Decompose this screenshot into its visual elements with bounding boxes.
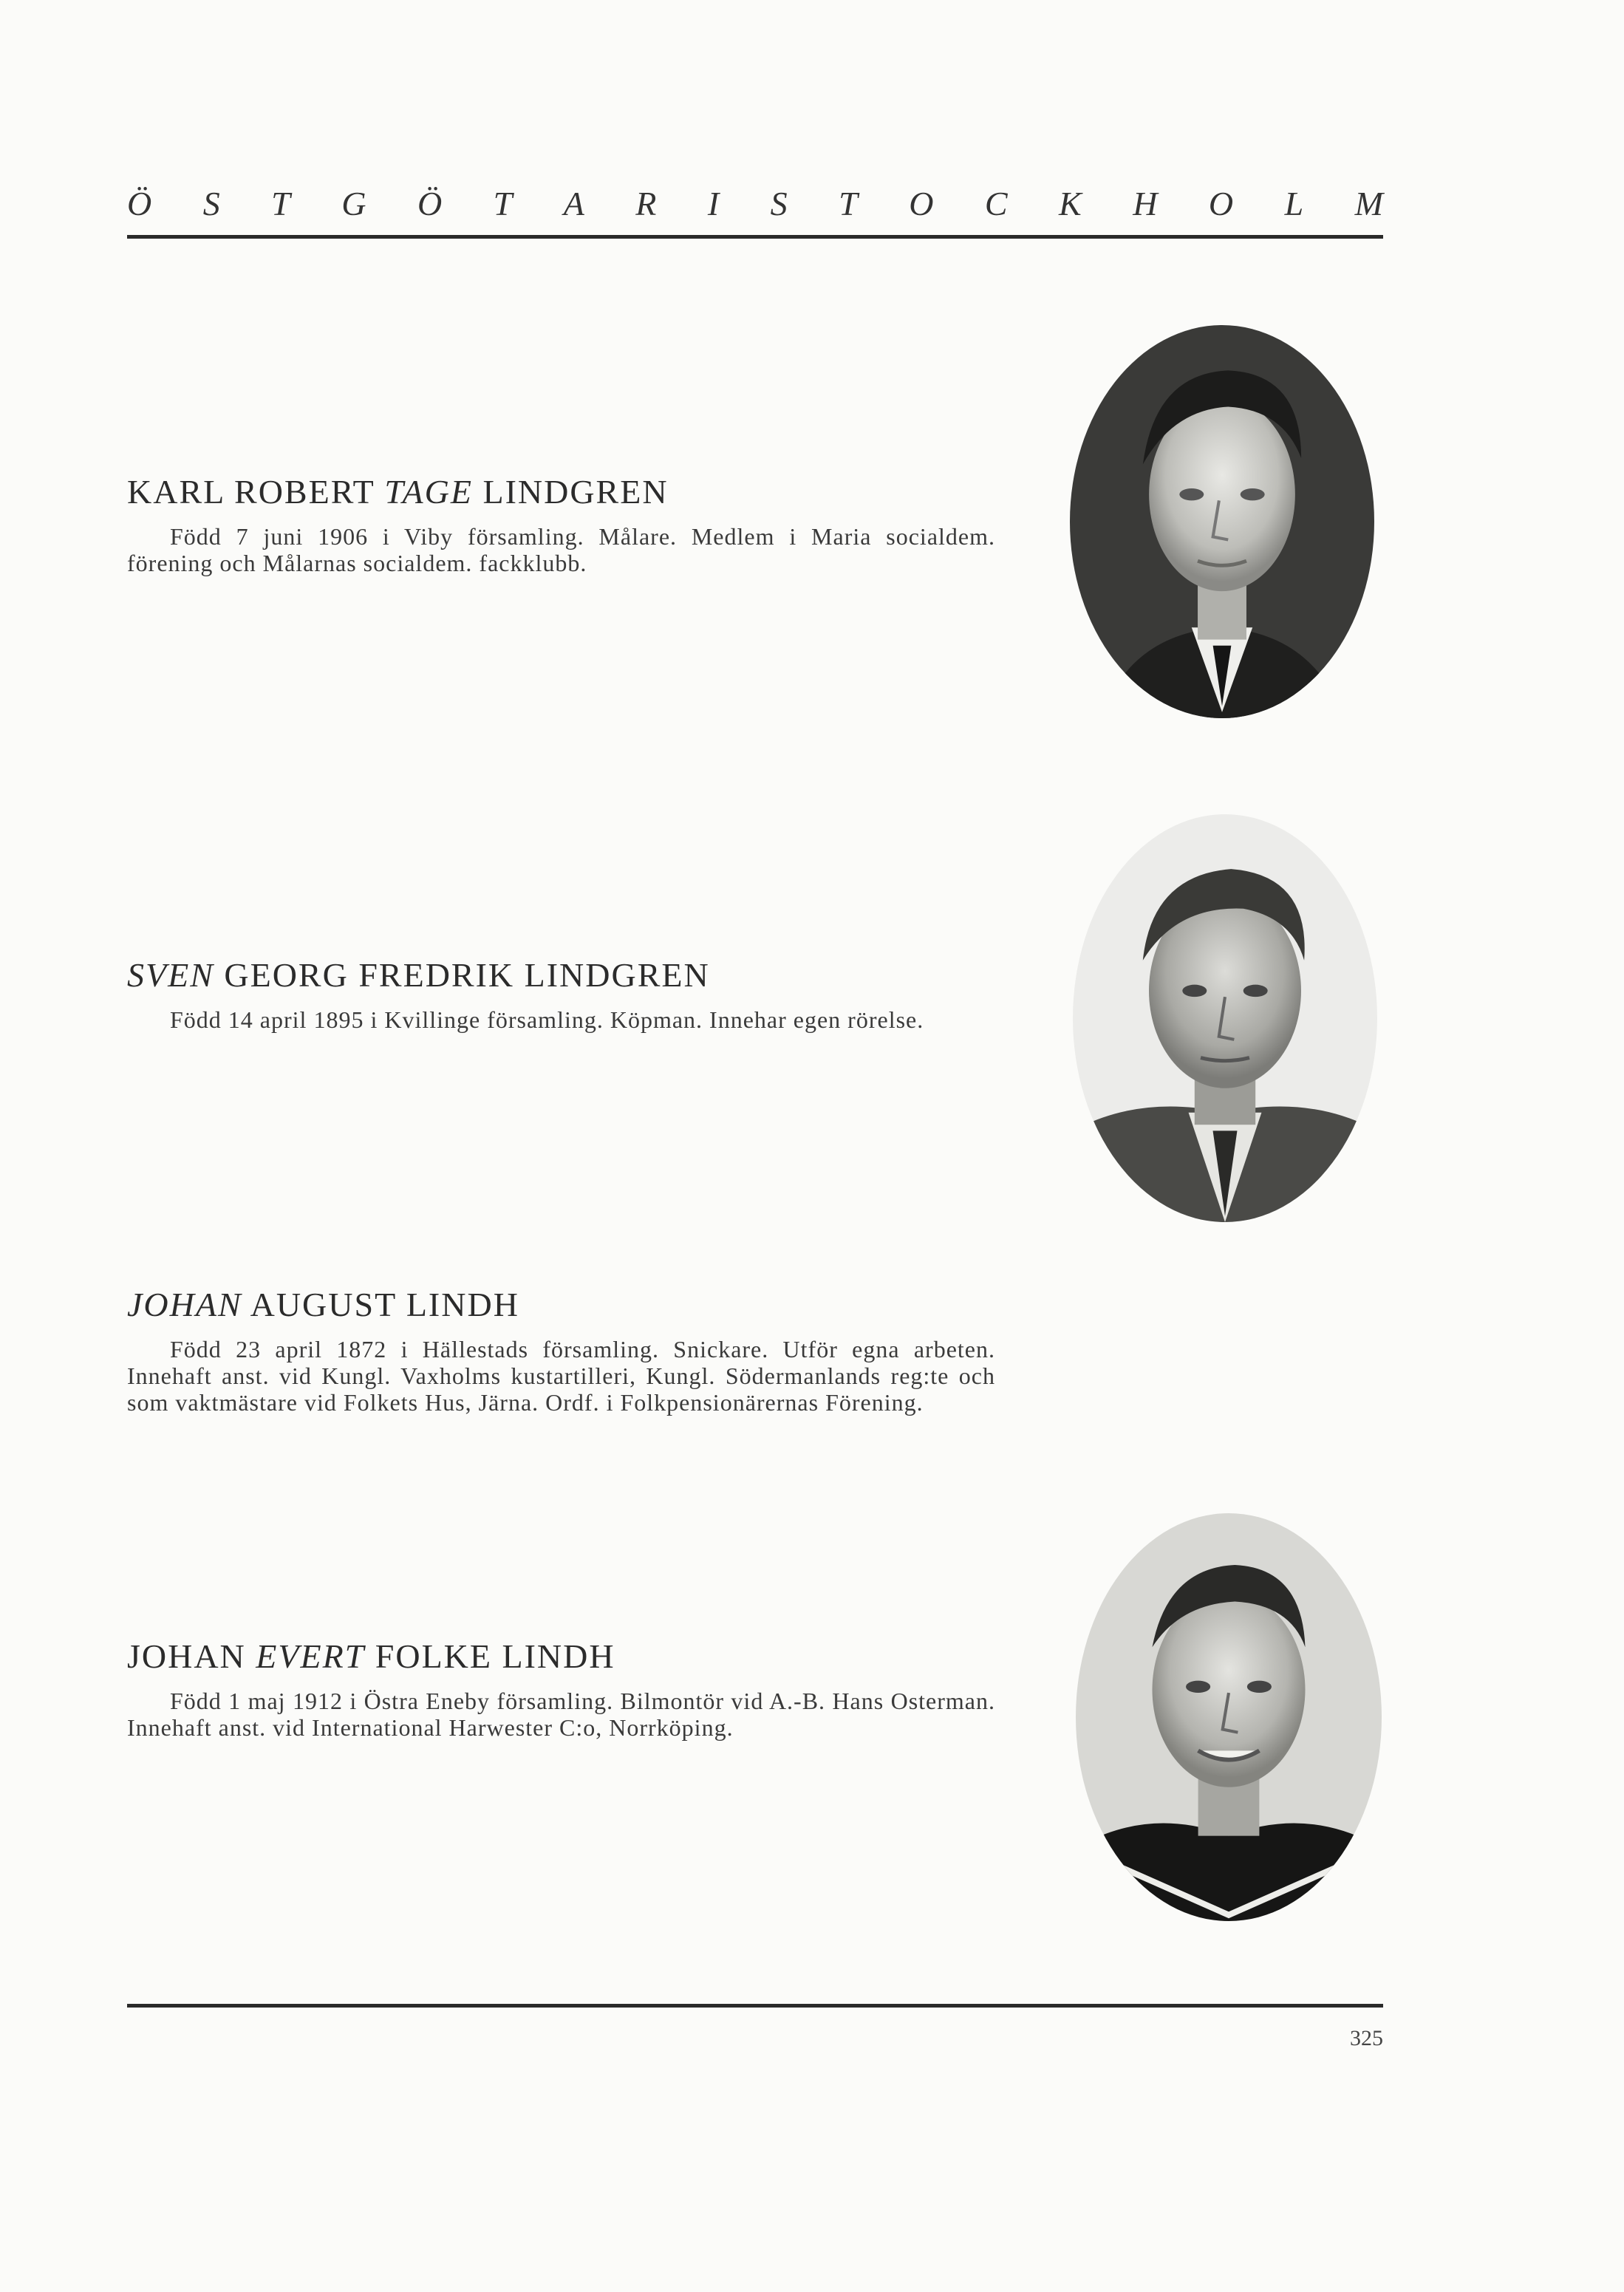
header-letter: M [1354,184,1383,222]
header-letter: S [770,184,788,222]
entry-bio: Född 14 april 1895 i Kvillinge församling. Köpman. Innehar egen rörelse. [170,1006,924,1033]
entry-name [127,1284,995,1326]
header-letter: C [984,184,1008,222]
name-part: JOHAN [127,1637,256,1675]
header-letter: Ö [127,184,152,222]
name-called: TAGE [384,473,473,511]
entry-name [127,471,995,513]
header-letter: T [839,184,858,222]
entry-bio: Född 23 april 1872 i Hällestads församling. Snickare. Utför egna arbeten. Innehaft anst. vid Kungl. Vaxholms kustartilleri, Kungl. Södermanlands reg:te och som vaktmästare vid Folkets Hus, Järna. Ordf. i Folkpensionärernas Förening. [127,1336,995,1416]
header-letter: A [563,184,584,222]
header-letter: T [493,184,513,222]
page-number: 325 [1350,2026,1383,2050]
footer-rule [127,2004,1383,2008]
header-letter: O [1208,184,1234,222]
name-part: FOLKE LINDH [365,1637,615,1675]
name-part: GEORG FREDRIK LINDGREN [214,956,710,994]
entry-bio: Född 1 maj 1912 i Östra Eneby församling. Bilmontör vid A.-B. Hans Osterman. Innehaft anst. vid International Harwester C:o, Norrköping. [127,1688,995,1741]
header-letter: I [707,184,720,222]
header-letter: Ö [417,184,443,222]
header-letter: R [635,184,657,222]
entry-name [127,955,995,996]
header-letter: K [1059,184,1082,222]
running-header [127,177,1383,229]
portrait-photo [1076,1513,1382,1921]
name-part: LINDGREN [472,473,669,511]
portrait-photo [1073,814,1377,1222]
entry-lindgren-sven [127,955,995,1033]
header-letter: T [271,184,290,222]
header-letter: H [1133,184,1158,222]
entry-name [127,1636,995,1677]
name-called: JOHAN [127,1286,242,1323]
header-letter: S [202,184,220,222]
header-letter: L [1284,184,1304,222]
header-rule [127,235,1383,239]
name-called: EVERT [256,1637,366,1675]
entry-lindgren-karl [127,471,995,576]
name-part: AUGUST LINDH [242,1286,519,1323]
name-part: KARL ROBERT [127,473,385,511]
entry-lindh-johan-evert [127,1636,995,1741]
name-called: SVEN [127,956,214,994]
entry-bio: Född 7 juni 1906 i Viby församling. Målare. Medlem i Maria socialdem. förening och Målarnas socialdem. fackklubb. [127,523,995,576]
header-letter: G [341,184,366,222]
entry-lindh-johan-august [127,1284,995,1416]
portrait-photo [1070,325,1374,718]
header-letter: O [909,184,934,222]
